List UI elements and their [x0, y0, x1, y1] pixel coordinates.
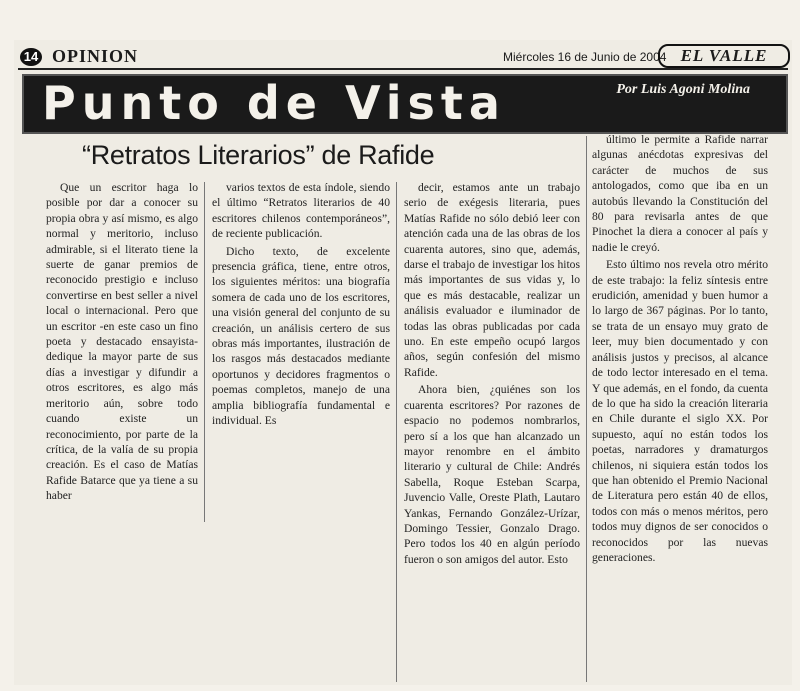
section-name: OPINION	[52, 46, 139, 66]
article-column-3	[404, 180, 580, 569]
article-column-4	[592, 132, 768, 567]
column-divider	[586, 136, 587, 682]
column-title: Punto de Vista	[42, 76, 506, 130]
column-divider	[396, 182, 397, 682]
column-divider	[204, 182, 205, 522]
newspaper-masthead: EL VALLE	[658, 44, 790, 68]
article-headline: “Retratos Literarios” de Rafide	[82, 140, 435, 170]
page-number: 14	[20, 48, 42, 66]
paragraph: Dicho texto, de excelente presencia gráfica, tiene, entre otros, los siguientes méritos: una biografía somera de cada uno de los escritores, una visión general del conjunto de su creación, un análisis certero de sus obras más importantes, ilustración de los rasgos más destacados mediante oportunos y decidores fragmentos o poemas completos, manejo de una amplia bibliografía fundamental e individual. Es	[212, 244, 390, 428]
paragraph: decir, estamos ante un trabajo serio de exégesis literaria, pues Matías Rafide no sólo debió leer con atención cada una de las obras de los cuarenta autores, sino que, además, darse el trabajo de investigar los hitos más importantes de sus vidas y, lo que es más destacable, realizar un análisis evaluador e iluminador de todas las obras publicadas por cada uno. En este empeño ocupó largos años, según confesión del mismo Rafide.	[404, 181, 580, 379]
article-column-2	[212, 180, 390, 431]
author-byline: Por Luis Agoni Molina	[616, 82, 750, 97]
paragraph: Que un escritor haga lo posible por dar a conocer su propia obra y así mismo, es algo normal y meritorio, incluso admirable, si el literato tiene la suerte de ganar premios de reconocido prestigio e incluso convertirse en best seller a nivel local o internacional. Pero que un escritor -en este caso un fino poeta y destacado ensayista- dedique la mayor parte de sus días a investigar y difundir a otros escritores, es algo más meritorio aún, sobre todo cuando existe un reconocimiento, por parte de la crítica, de la valía de su propia creación. Es el caso de Matías Rafide Batarce que ya tiene a su haber	[46, 181, 198, 503]
paragraph: último le permite a Rafide narrar algunas anécdotas expresivas del carácter de muchos de sus antologados, como que iba en un autobús llevando la Constitución del 80 para revisarla antes de que Pinochet la diera a conocer al país y nadie le creyó.	[592, 133, 768, 254]
page-header	[18, 44, 788, 70]
paragraph: varios textos de esta índole, siendo el último “Retratos literarios de 40 escritores chilenos contemporáneos”, de reciente publicación.	[212, 181, 390, 241]
article-column-1	[46, 180, 198, 506]
publication-date: Miércoles 16 de Junio de 2004	[503, 50, 667, 64]
column-banner	[22, 74, 788, 134]
paragraph: Esto último nos revela otro mérito de este trabajo: la feliz síntesis entre erudición, amenidad y buen humor a lo largo de 367 páginas. Por lo tanto, se trata de un ensayo muy grato de leer, muy bien documentado y con análisis justos y precisos, al alcance de todo lector interesado en el tema. Y que además, en el fondo, da cuenta de lo que ha sido la creación literaria en Chile durante el siglo XX. Por supuesto, aquí no están todos los poetas, narradores y dramaturgos chilenos, ni siquiera están todos los que han obtenido el Premio Nacional de Literatura pero están 40 de ellos, todos con más o menos méritos, pero todos muy dignos de ser conocidos o reconocidos por las nuevas generaciones.	[592, 258, 768, 564]
paragraph: Ahora bien, ¿quiénes son los cuarenta escritores? Por razones de espacio no podemos nombrarlos, pero sí a los que han alcanzado un mayor renombre en el ámbito literario y cultural de Chile: Andrés Sabella, Roque Esteban Scarpa, Juvencio Valle, Oreste Plath, Lautaro Yankas, Fernando González-Urízar, Domingo Tessier, Gonzalo Drago. Pero todos los 40 en algún período fueron o son amigos del autor. Esto	[404, 383, 580, 566]
